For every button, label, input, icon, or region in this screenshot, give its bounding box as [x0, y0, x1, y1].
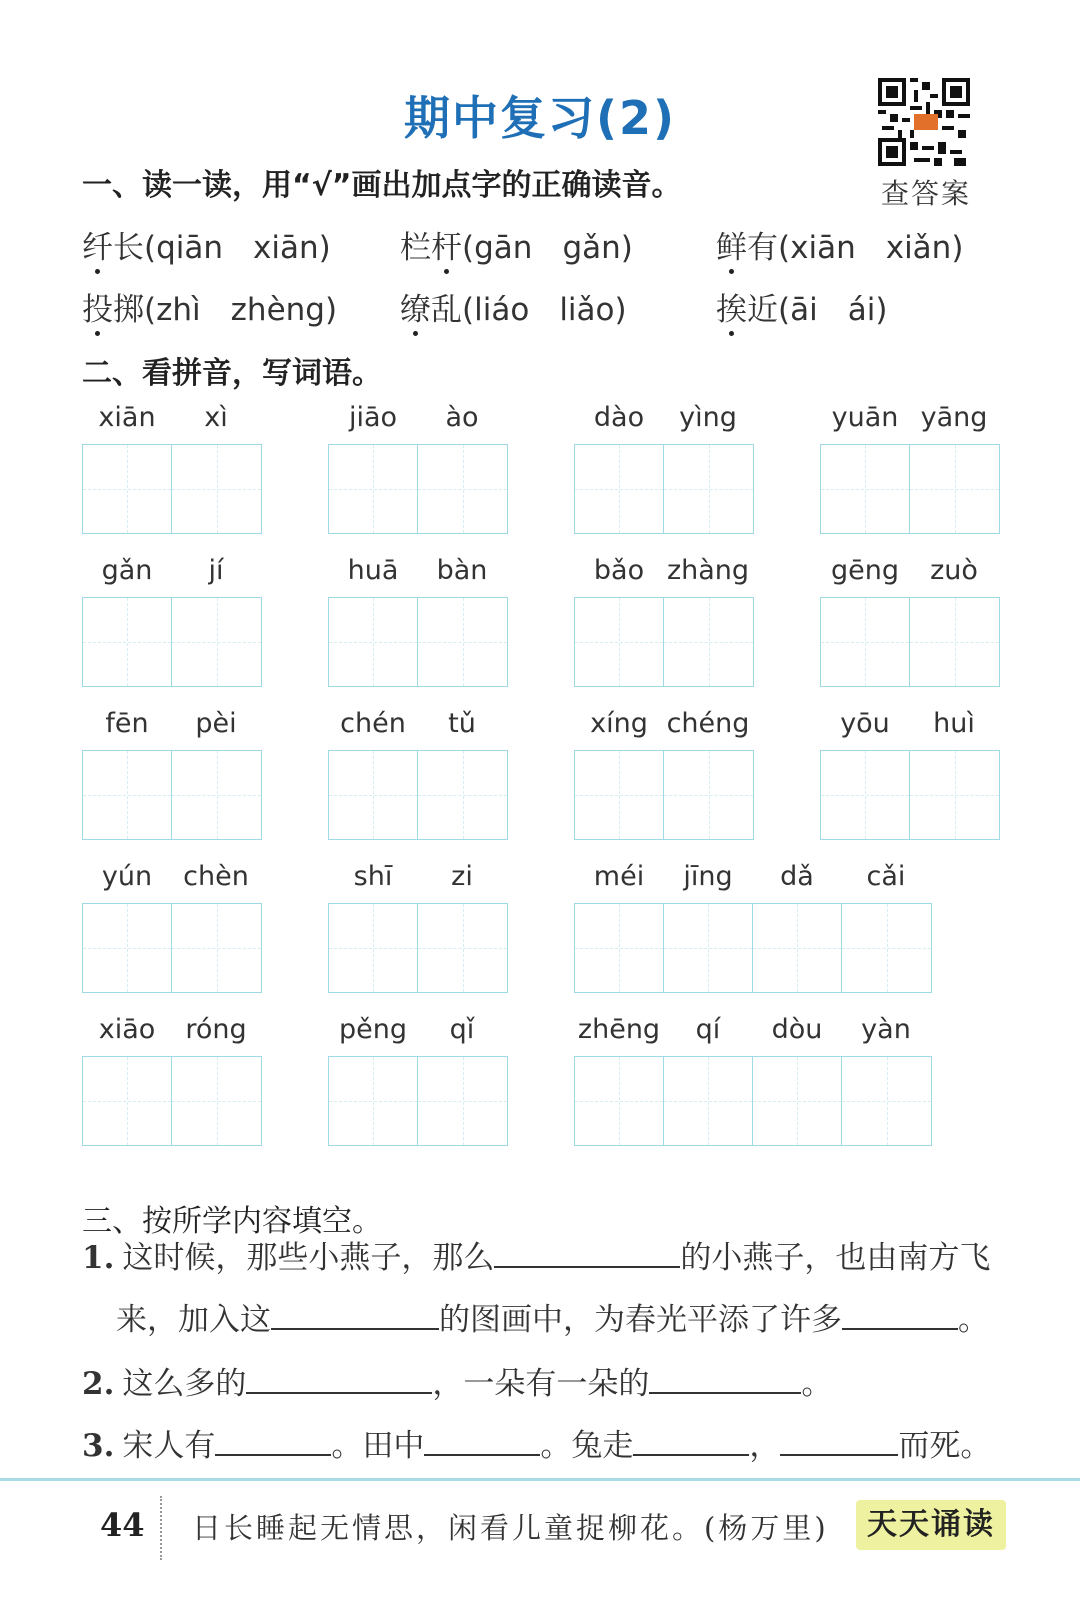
- answer-blank[interactable]: [494, 1238, 680, 1268]
- word-text: ): [875, 292, 888, 328]
- writing-cell[interactable]: [83, 904, 172, 992]
- pronunciation-option[interactable]: liáo: [474, 292, 530, 328]
- writing-cell[interactable]: [418, 445, 507, 533]
- pronunciation-option[interactable]: gǎn: [562, 230, 621, 266]
- pinyin-syllable: jí: [208, 555, 224, 586]
- writing-boxes: [328, 597, 508, 687]
- writing-cell[interactable]: [753, 904, 842, 992]
- writing-cell[interactable]: [575, 598, 664, 686]
- writing-boxes: [574, 750, 754, 840]
- word-text: 近(: [747, 292, 791, 328]
- pinyin-word: [574, 1014, 932, 1148]
- pinyin-syllable: méi: [593, 861, 645, 892]
- pinyin-word: [820, 708, 1000, 842]
- answer-qr[interactable]: [878, 78, 974, 212]
- fill-question-2: [82, 1358, 832, 1403]
- pronunciation-option[interactable]: liǎo: [559, 292, 615, 328]
- answer-blank[interactable]: [246, 1364, 432, 1394]
- pinyin-row: [82, 708, 262, 748]
- pinyin-row: [574, 708, 754, 748]
- pinyin-word: [82, 861, 262, 995]
- pinyin-row: [574, 555, 754, 595]
- pinyin-row: [328, 1014, 508, 1054]
- pinyin-syllable: róng: [185, 1014, 247, 1045]
- writing-boxes: [82, 597, 262, 687]
- pinyin-row: [328, 708, 508, 748]
- writing-cell[interactable]: [83, 751, 172, 839]
- writing-boxes: [82, 903, 262, 993]
- section1-heading: 一、读一读，用“√”画出加点字的正确读音。: [82, 168, 682, 203]
- pinyin-syllable: pěng: [338, 1014, 407, 1045]
- answer-blank[interactable]: [842, 1300, 958, 1330]
- writing-boxes: [328, 750, 508, 840]
- writing-cell[interactable]: [664, 598, 753, 686]
- pinyin-row: [820, 402, 1000, 442]
- pinyin-syllable: yìng: [679, 402, 737, 433]
- word-text: 有(: [747, 230, 791, 266]
- writing-boxes: [574, 903, 932, 993]
- pinyin-word: [82, 708, 262, 842]
- writing-cell[interactable]: [910, 598, 999, 686]
- pronunciation-option[interactable]: xiān: [790, 230, 856, 266]
- writing-cell[interactable]: [753, 1057, 842, 1145]
- word-text: ): [318, 230, 331, 266]
- footer-poem: 日长睡起无情思，闲看儿童捉柳花。(杨万里): [192, 1511, 829, 1545]
- question-text: 这么多的: [122, 1366, 247, 1402]
- answer-blank[interactable]: [780, 1426, 898, 1456]
- section3-heading: 三、按所学内容填空。: [82, 1204, 382, 1239]
- answer-blank[interactable]: [215, 1426, 331, 1456]
- reading-item: [82, 284, 337, 329]
- writing-cell[interactable]: [418, 598, 507, 686]
- pinyin-syllable: pèi: [195, 708, 237, 739]
- section2-heading: 二、看拼音，写词语。: [82, 356, 382, 391]
- writing-cell[interactable]: [910, 751, 999, 839]
- pinyin-syllable: gǎn: [101, 555, 153, 586]
- pronunciation-option[interactable]: xiān: [253, 230, 319, 266]
- pinyin-syllable: xiāo: [98, 1014, 156, 1045]
- pinyin-syllable: dǎ: [780, 861, 814, 892]
- writing-cell[interactable]: [575, 445, 664, 533]
- pinyin-syllable: huā: [347, 555, 399, 586]
- footer-divider-line: [0, 1478, 1080, 1481]
- writing-cell[interactable]: [418, 751, 507, 839]
- question-text: 。田中: [331, 1428, 425, 1464]
- writing-cell[interactable]: [172, 1057, 261, 1145]
- writing-boxes: [820, 444, 1000, 534]
- pinyin-syllable: bàn: [436, 555, 488, 586]
- pinyin-syllable: xì: [204, 402, 228, 433]
- dotted-character: 投: [82, 292, 113, 328]
- pinyin-syllable: zuò: [930, 555, 978, 586]
- writing-cell[interactable]: [842, 1057, 931, 1145]
- pinyin-word: [328, 708, 508, 842]
- pinyin-word: [574, 708, 754, 842]
- writing-cell[interactable]: [172, 598, 261, 686]
- pinyin-row: [820, 555, 1000, 595]
- pinyin-word: [82, 402, 262, 536]
- reading-item: [716, 284, 887, 329]
- pinyin-syllable: huì: [933, 708, 975, 739]
- dotted-character: 纤: [82, 230, 113, 266]
- pinyin-syllable: fēn: [105, 708, 149, 739]
- writing-boxes: [574, 1056, 932, 1146]
- fill-question-3: [82, 1420, 991, 1465]
- pinyin-syllable: jiāo: [348, 402, 398, 433]
- pinyin-word: [328, 555, 508, 689]
- word-text: 乱(: [431, 292, 475, 328]
- page-number: 44: [100, 1506, 145, 1544]
- writing-cell[interactable]: [329, 598, 418, 686]
- writing-cell[interactable]: [418, 1057, 507, 1145]
- writing-boxes: [328, 903, 508, 993]
- writing-cell[interactable]: [664, 445, 753, 533]
- question-text: 这时候，那些小燕子，那么: [122, 1240, 495, 1276]
- pinyin-syllable: chèn: [183, 861, 249, 892]
- pronunciation-option[interactable]: qiān: [156, 230, 224, 266]
- writing-cell[interactable]: [172, 445, 261, 533]
- writing-boxes: [328, 1056, 508, 1146]
- reading-item: [82, 222, 331, 267]
- pinyin-word: [328, 861, 508, 995]
- writing-cell[interactable]: [664, 751, 753, 839]
- writing-boxes: [820, 597, 1000, 687]
- pinyin-row: [574, 861, 932, 901]
- question-text: 。: [958, 1302, 989, 1338]
- pinyin-syllable: shī: [353, 861, 393, 892]
- pinyin-syllable: jīng: [683, 861, 733, 892]
- pinyin-syllable: yāng: [920, 402, 988, 433]
- pinyin-syllable: qǐ: [449, 1014, 475, 1045]
- question-number: 2.: [82, 1366, 115, 1402]
- footer-separator: [160, 1496, 162, 1560]
- word-text: 栏: [400, 230, 431, 266]
- pronunciation-option[interactable]: zhì: [156, 292, 201, 328]
- pronunciation-option[interactable]: xiǎn: [885, 230, 952, 266]
- pinyin-word: [328, 1014, 508, 1148]
- writing-cell[interactable]: [821, 751, 910, 839]
- dotted-character: 缭: [400, 292, 431, 328]
- pinyin-syllable: tǔ: [448, 708, 476, 739]
- pinyin-syllable: zhàng: [666, 555, 750, 586]
- word-text: ): [620, 230, 633, 266]
- pinyin-row: [574, 402, 754, 442]
- writing-cell[interactable]: [329, 904, 418, 992]
- writing-boxes: [574, 444, 754, 534]
- daily-recitation-badge: 天天诵读: [856, 1500, 1006, 1550]
- pinyin-syllable: yàn: [861, 1014, 911, 1045]
- writing-cell[interactable]: [172, 904, 261, 992]
- writing-cell[interactable]: [575, 751, 664, 839]
- question-text: ，: [749, 1428, 781, 1464]
- pronunciation-option[interactable]: ái: [847, 292, 876, 328]
- pinyin-syllable: dòu: [771, 1014, 823, 1045]
- pronunciation-option[interactable]: zhèng: [230, 292, 325, 328]
- answer-blank[interactable]: [649, 1364, 801, 1394]
- pinyin-syllable: qí: [695, 1014, 721, 1045]
- pinyin-syllable: bǎo: [593, 555, 645, 586]
- pinyin-syllable: yuān: [831, 402, 899, 433]
- pinyin-syllable: chén: [340, 708, 406, 739]
- pinyin-syllable: xiān: [98, 402, 156, 433]
- pinyin-word: [574, 555, 754, 689]
- pinyin-row: [82, 861, 262, 901]
- writing-cell[interactable]: [821, 598, 910, 686]
- pinyin-word: [820, 555, 1000, 689]
- reading-item: [400, 284, 627, 329]
- pinyin-row: [328, 555, 508, 595]
- word-text: 长(: [113, 230, 157, 266]
- question-text: ，一朵有一朵的: [432, 1366, 650, 1402]
- writing-cell[interactable]: [83, 598, 172, 686]
- pinyin-word: [574, 402, 754, 536]
- question-text: 来，加入这: [116, 1302, 271, 1338]
- writing-cell[interactable]: [910, 445, 999, 533]
- qr-label: 查答案: [880, 177, 971, 210]
- writing-cell[interactable]: [821, 445, 910, 533]
- writing-cell[interactable]: [575, 1057, 664, 1145]
- pinyin-word: [328, 402, 508, 536]
- pinyin-syllable: gēng: [830, 555, 899, 586]
- writing-cell[interactable]: [664, 1057, 753, 1145]
- writing-boxes: [82, 1056, 262, 1146]
- answer-blank[interactable]: [424, 1426, 540, 1456]
- question-number: 1.: [82, 1240, 115, 1276]
- word-text: (: [462, 230, 475, 266]
- pinyin-word: [82, 555, 262, 689]
- writing-cell[interactable]: [329, 751, 418, 839]
- writing-boxes: [820, 750, 1000, 840]
- pinyin-syllable: xíng: [590, 708, 648, 739]
- pinyin-syllable: zhēng: [577, 1014, 661, 1045]
- writing-cell[interactable]: [172, 751, 261, 839]
- pinyin-syllable: ào: [445, 402, 479, 433]
- pinyin-word: [82, 1014, 262, 1148]
- pinyin-syllable: cǎi: [866, 861, 906, 892]
- answer-blank[interactable]: [633, 1426, 749, 1456]
- writing-boxes: [328, 444, 508, 534]
- word-text: ): [614, 292, 627, 328]
- pinyin-row: [328, 402, 508, 442]
- qr-code-icon[interactable]: [878, 78, 970, 166]
- reading-item: [400, 222, 633, 267]
- writing-boxes: [574, 597, 754, 687]
- word-text: ): [951, 230, 964, 266]
- pinyin-syllable: zi: [451, 861, 473, 892]
- pinyin-syllable: dào: [593, 402, 645, 433]
- writing-cell[interactable]: [664, 904, 753, 992]
- writing-cell[interactable]: [83, 1057, 172, 1145]
- pronunciation-option[interactable]: gān: [474, 230, 533, 266]
- pinyin-syllable: chéng: [666, 708, 750, 739]
- question-text: 的小燕子，也由南方飞: [680, 1240, 991, 1276]
- writing-boxes: [82, 750, 262, 840]
- pinyin-row: [82, 402, 262, 442]
- pinyin-row: [82, 555, 262, 595]
- question-text: 而死。: [898, 1428, 992, 1464]
- question-number: 3.: [82, 1428, 115, 1464]
- writing-cell[interactable]: [83, 445, 172, 533]
- dotted-character: 鲜: [716, 230, 747, 266]
- word-text: ): [324, 292, 338, 328]
- writing-cell[interactable]: [418, 904, 507, 992]
- question-text: 。: [801, 1366, 833, 1402]
- pinyin-row: [82, 1014, 262, 1054]
- reading-item: [716, 222, 963, 267]
- fill-question-1-line-2: [116, 1294, 989, 1339]
- word-text: 掷(: [113, 292, 157, 328]
- dotted-character: 杆: [431, 230, 462, 266]
- pinyin-row: [820, 708, 1000, 748]
- writing-cell[interactable]: [575, 904, 664, 992]
- pinyin-syllable: yún: [101, 861, 153, 892]
- pronunciation-option[interactable]: āi: [790, 292, 818, 328]
- pinyin-row: [574, 1014, 932, 1054]
- page-title: 期中复习(2): [403, 91, 677, 145]
- question-text: 。兔走: [540, 1428, 634, 1464]
- dotted-character: 挨: [716, 292, 747, 328]
- pinyin-word: [820, 402, 1000, 536]
- pinyin-row: [328, 861, 508, 901]
- question-text: 的图画中，为春光平添了许多: [439, 1302, 842, 1338]
- fill-question-1-line-1: [82, 1232, 990, 1277]
- writing-cell[interactable]: [329, 445, 418, 533]
- writing-cell[interactable]: [842, 904, 931, 992]
- writing-boxes: [82, 444, 262, 534]
- question-text: 宋人有: [122, 1428, 216, 1464]
- pinyin-syllable: yōu: [840, 708, 890, 739]
- pinyin-word: [574, 861, 932, 995]
- answer-blank[interactable]: [271, 1300, 439, 1330]
- writing-cell[interactable]: [329, 1057, 418, 1145]
